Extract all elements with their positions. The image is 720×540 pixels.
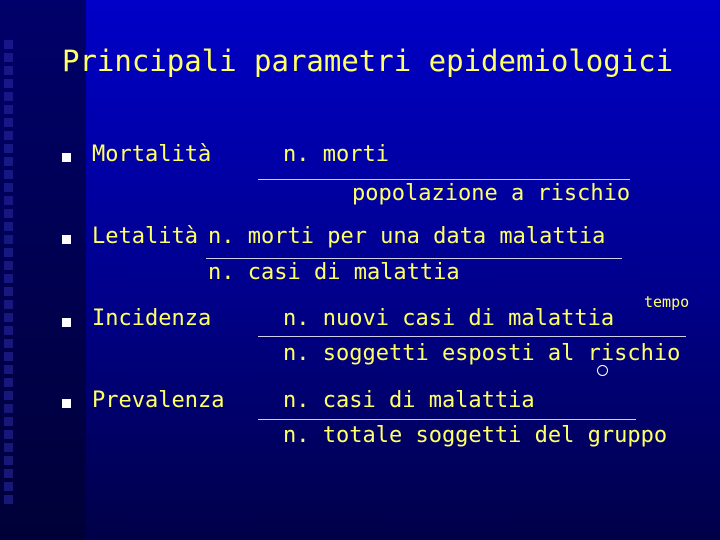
decor-square [4, 248, 13, 257]
incidenza-numerator: n. nuovi casi di malattia [283, 306, 615, 331]
decor-square [4, 105, 13, 114]
decor-square [4, 53, 13, 62]
decor-square [4, 66, 13, 75]
decor-square [4, 404, 13, 413]
mortalita-denominator: popolazione a rischio [352, 181, 631, 206]
decor-square [4, 430, 13, 439]
decor-square [4, 391, 13, 400]
letalita-label: Letalità [92, 224, 198, 249]
decor-square [4, 456, 13, 465]
letalita-numerator: n. morti per una data malattia [208, 224, 606, 249]
slide-title: Principali parametri epidemiologici [62, 44, 674, 78]
decor-square [4, 417, 13, 426]
decor-square [4, 235, 13, 244]
prevalenza-denominator: n. totale soggetti del gruppo [283, 423, 668, 448]
decor-square [4, 79, 13, 88]
letalita-denominator: n. casi di malattia [208, 260, 460, 285]
decor-square [4, 326, 13, 335]
decor-square [4, 183, 13, 192]
decor-square [4, 144, 13, 153]
prevalenza-numerator: n. casi di malattia [283, 388, 535, 413]
decor-square [4, 313, 13, 322]
bullet-icon [62, 153, 71, 162]
decor-square [4, 495, 13, 504]
fraction-line [258, 179, 630, 180]
decor-square [4, 443, 13, 452]
mortalita-numerator: n. morti [283, 142, 389, 167]
incidenza-denominator: n. soggetti esposti al rischio [283, 341, 681, 366]
decor-square [4, 469, 13, 478]
decor-square [4, 157, 13, 166]
mortalita-label: Mortalità [92, 142, 212, 167]
bullet-icon [62, 318, 71, 327]
cursor-icon [597, 365, 608, 376]
decor-square [4, 287, 13, 296]
decor-square [4, 352, 13, 361]
decor-square [4, 196, 13, 205]
fraction-line [258, 336, 686, 337]
fraction-line [206, 258, 622, 259]
decor-square [4, 209, 13, 218]
prevalenza-label: Prevalenza [92, 388, 225, 413]
incidenza-note: tempo [644, 293, 690, 311]
decor-square [4, 365, 13, 374]
decor-square [4, 222, 13, 231]
bullet-icon [62, 235, 71, 244]
decor-square [4, 92, 13, 101]
decor-square [4, 118, 13, 127]
decor-square [4, 40, 13, 49]
decor-square [4, 274, 13, 283]
incidenza-label: Incidenza [92, 306, 212, 331]
decor-square [4, 131, 13, 140]
decor-square [4, 170, 13, 179]
decor-square [4, 378, 13, 387]
decor-square [4, 261, 13, 270]
decor-square [4, 300, 13, 309]
decor-square [4, 339, 13, 348]
bullet-icon [62, 399, 71, 408]
fraction-line [258, 419, 636, 420]
decor-square [4, 482, 13, 491]
